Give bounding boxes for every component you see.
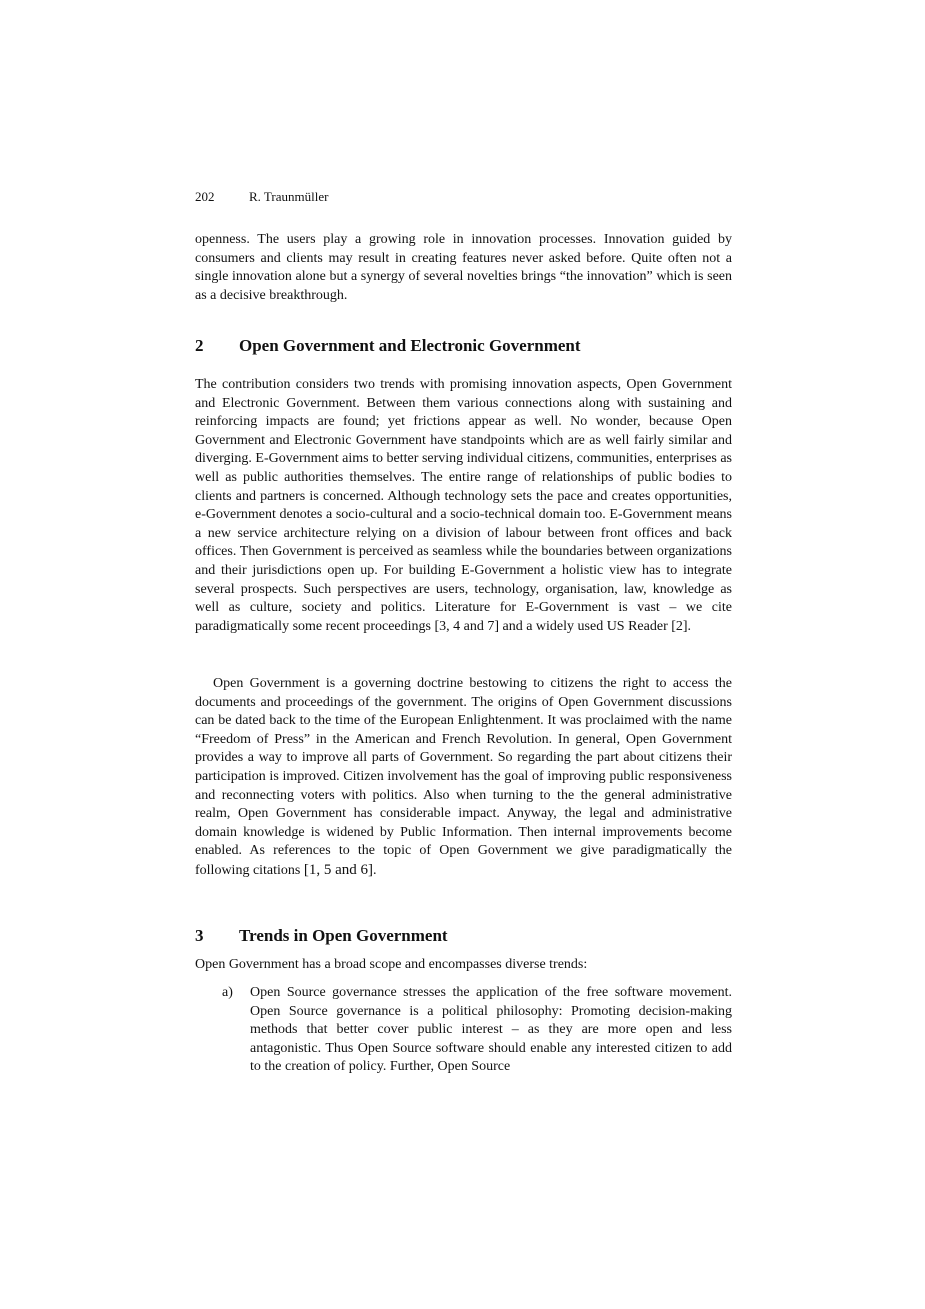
paragraph-trends-intro: Open Government has a broad scope and encompasses diverse trends: (195, 957, 588, 972)
page-number: 202 (195, 189, 215, 204)
paragraph-open-government (195, 675, 732, 881)
section-title: Open Government and Electronic Government (239, 336, 581, 355)
list-item-text: Open Source governance stresses the application of the free software movement. Open Source governance is a political philosophy: Promoting decision-making methods that better cover public interest – as they are more open and less antagonistic. Thus Open Source software should enable any interested citizen to add to the creation of policy. Further, Open Source (250, 985, 732, 1075)
running-header (195, 189, 328, 205)
section-heading-3 (195, 926, 448, 946)
section-title: Trends in Open Government (239, 926, 448, 945)
list-item (222, 984, 732, 1077)
section-number: 3 (195, 926, 204, 945)
paragraph-text: Open Government is a governing doctrine bestowing to citizens the right to access the documents and proceedings of the government. The origins of Open Government discussions can be dated back to the time of the European Enlightenment. It was proclaimed with the name “Freedom of Press” in the American and French Revolution. In general, Open Government provides a way to improve all parts of Government. So regarding the part about citizens their participation is improved. Citizen involvement has the goal of improving public responsiveness and reconnecting voters with politics. Also when turning to the the general administrative realm, Open Government has considerable impact. Anyway, the legal and administrative domain knowledge is widened by Public Information. Then internal improvements become enabled. As references to the topic of Open Government we give paradigmatically the following citations (195, 676, 732, 878)
trends-list (222, 984, 732, 1077)
section-number: 2 (195, 336, 204, 355)
paragraph-egovernment: The contribution considers two trends with promising innovation aspects, Open Government and Electronic Government. Between them various connections along with sustaining and reinforcing impacts are found; yet frictions appear as well. No wonder, because Open Government and Electronic Government have standpoints which are as well fairly similar and diverging. E-Government aims to better serving individual citizens, communities, enterprises as well as public authorities themselves. The entire range of relationships of public bodies to clients and partners is concerned. Although technology sets the pace and creates opportunities, e-Government denotes a socio-cultural and a socio-technical domain too. E-Government means a new service architecture relying on a division of labour between front offices and back offices. Then Government is perceived as seamless while the boundaries between organizations and their jurisdictions open up. For building E-Government a holistic view has to integrate several prospects. Such perspectives are users, technology, organisation, law, knowledge as well as culture, society and politics. Literature for E-Government is vast – we cite paradigmatically some recent proceedings [3, 4 and 7] and a widely used US Reader [2]. (195, 377, 732, 634)
running-author: R. Traunmüller (249, 189, 329, 204)
citation: [1, 5 and 6] (303, 861, 374, 878)
paragraph-end: . (373, 862, 377, 878)
section-heading-2 (195, 336, 581, 356)
list-marker: a) (222, 985, 233, 1000)
paragraph-continuation: openness. The users play a growing role in innovation processes. Innovation guided by consumers and clients may result in creating features never asked before. Quite often not a single innovation alone but a synergy of several novelties brings “the innovation” which is seen as a decisive breakthrough. (195, 232, 732, 303)
